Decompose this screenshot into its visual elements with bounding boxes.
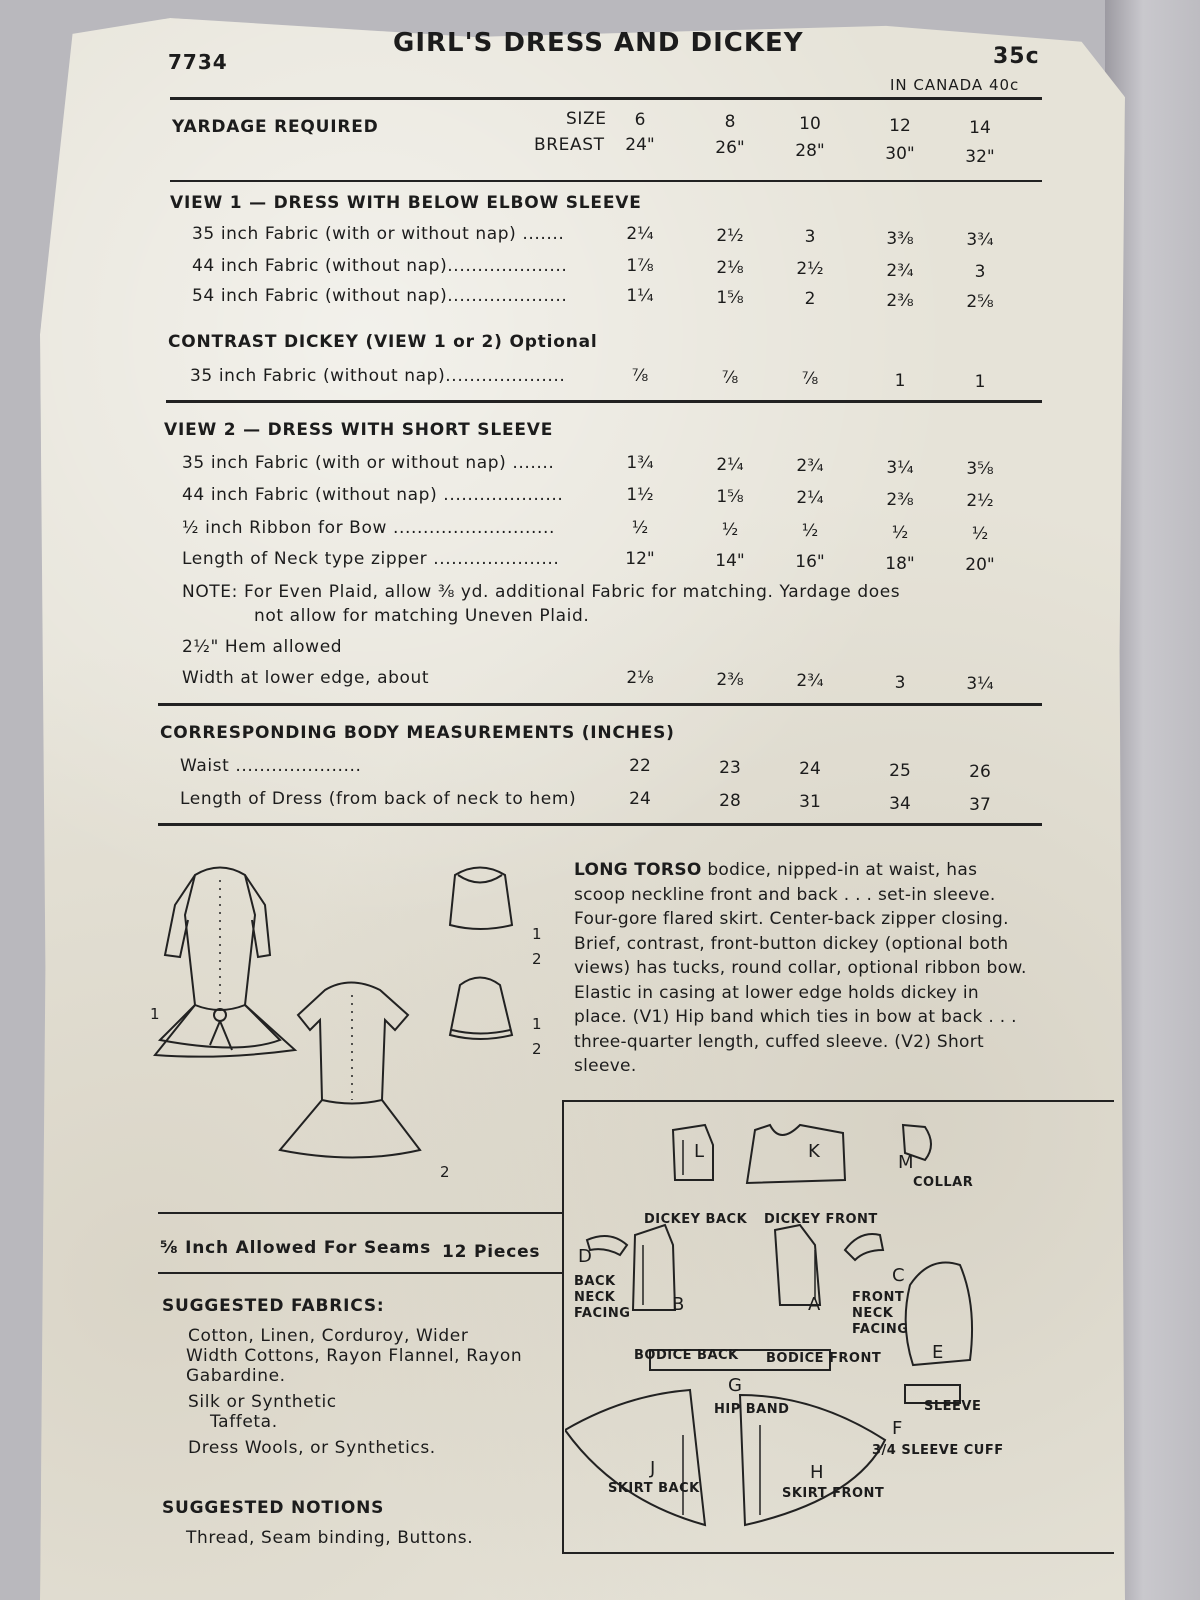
fabric-line: Width Cottons, Rayon Flannel, Rayon — [186, 1346, 523, 1366]
row-value: 37 — [969, 795, 991, 815]
fabric-line: Cotton, Linen, Corduroy, Wider — [188, 1326, 469, 1346]
row-value: 2⅜ — [886, 489, 914, 510]
row-value: ½ — [631, 518, 649, 538]
piece-name-skirt-back: SKIRT BACK — [608, 1481, 700, 1496]
row-value: 2½ — [716, 225, 744, 246]
row-value: 2⅝ — [966, 292, 994, 312]
piece-letter-j: J — [650, 1458, 656, 1479]
fabric-line: Taffeta. — [210, 1412, 278, 1432]
piece-name-front-neck-facing: FACING — [852, 1322, 909, 1337]
row-value: ½ — [891, 522, 909, 543]
row-value: 20" — [965, 555, 995, 575]
row-value: 22 — [629, 756, 651, 776]
row-value: ⅞ — [801, 369, 819, 389]
piece-letter-k: K — [808, 1141, 820, 1162]
price-canada: IN CANADA 40c — [890, 76, 1020, 94]
row-value: 3¼ — [966, 674, 994, 694]
row-value: 3¾ — [966, 230, 994, 250]
row-value: 24 — [629, 789, 651, 809]
row-value: ½ — [801, 521, 819, 541]
dickey-label: 1 — [532, 1015, 542, 1033]
seam-allowance: ⅝ Inch Allowed For Seams — [160, 1238, 432, 1258]
view1-label: 1 — [150, 1005, 160, 1023]
row-label: 54 inch Fabric (without nap).................... — [192, 286, 568, 306]
row-value: 1¾ — [626, 453, 654, 473]
dickey-label: 2 — [532, 950, 542, 968]
breast-value: 28" — [795, 141, 825, 161]
row-label: Waist ..................... — [180, 756, 362, 776]
piece-name-front-neck-facing: NECK — [852, 1306, 894, 1321]
divider — [158, 823, 1042, 826]
size-label: SIZE — [566, 109, 607, 129]
row-label: 35 inch Fabric (with or without nap) ....... — [182, 453, 555, 473]
piece-name-back-neck-facing: FACING — [574, 1306, 631, 1321]
row-value: 34 — [889, 793, 911, 814]
fabric-line: Dress Wools, or Synthetics. — [188, 1438, 436, 1458]
row-value: 3⅜ — [886, 228, 914, 249]
row-value: ½ — [971, 524, 989, 544]
notions-heading: SUGGESTED NOTIONS — [162, 1498, 385, 1518]
piece-letter-c: C — [892, 1265, 905, 1286]
row-label: ½ inch Ribbon for Bow ........................... — [182, 518, 556, 538]
notions-text: Thread, Seam binding, Buttons. — [186, 1528, 474, 1548]
row-label: 44 inch Fabric (without nap) .................... — [182, 485, 564, 505]
piece-count: 12 Pieces — [442, 1242, 541, 1262]
piece-name-skirt-front: SKIRT FRONT — [782, 1486, 885, 1501]
row-label: Width at lower edge, about — [182, 668, 430, 688]
row-value: 2¾ — [796, 671, 824, 691]
row-value: 2⅛ — [716, 257, 744, 278]
row-value: 2¼ — [796, 488, 824, 508]
divider — [158, 703, 1042, 706]
description-text: bodice, nipped-in at waist, has scoop neckline front and back . . . set-in sleeve. Four-gore flared skirt. Center-back zipper closing. Brief, contrast, front-button dickey (optional both views) has tucks, round collar, optional ribbon bow. Elastic in casing at lower edge holds dickey in place. (V1) Hip band which ties in bow at back . . . three-quarter length, cuffed sleeve. (V2) Short sleeve. — [574, 860, 1027, 1076]
piece-letter-e: E — [932, 1342, 944, 1363]
fabric-line: Silk or Synthetic — [188, 1392, 337, 1412]
row-value: 18" — [885, 553, 915, 574]
size-value: 8 — [724, 112, 736, 132]
row-value: 24 — [799, 759, 821, 779]
yardage-label: YARDAGE REQUIRED — [172, 117, 379, 137]
view2-heading: VIEW 2 — DRESS WITH SHORT SLEEVE — [164, 420, 554, 440]
row-value: ½ — [721, 519, 739, 540]
size-value: 10 — [799, 114, 821, 134]
piece-name-hip-band: HIP BAND — [714, 1402, 790, 1417]
divider — [170, 97, 1042, 100]
row-label: 35 inch Fabric (with or without nap) ....... — [192, 224, 565, 244]
row-value: 1⅞ — [626, 256, 654, 276]
dress-illustration — [140, 845, 570, 1205]
size-value: 6 — [634, 110, 646, 130]
row-label: Length of Neck type zipper ..................... — [182, 549, 560, 569]
piece-letter-a: A — [808, 1294, 821, 1315]
piece-name-sleeve-cuff: 3/4 SLEEVE CUFF — [872, 1443, 1004, 1458]
row-value: ⅞ — [631, 366, 649, 386]
note-line2: not allow for matching Uneven Plaid. — [254, 606, 590, 626]
row-value: 3⅝ — [966, 459, 994, 479]
breast-value: 30" — [885, 144, 915, 164]
piece-name-sleeve: SLEEVE — [924, 1399, 982, 1414]
row-value: 2½ — [796, 259, 824, 279]
row-value: 2⅜ — [886, 290, 914, 311]
size-value: 12 — [889, 116, 911, 136]
view2-label: 2 — [440, 1163, 450, 1181]
divider — [170, 180, 1042, 182]
row-value: 1 — [974, 372, 986, 392]
fabric-line: Gabardine. — [186, 1366, 286, 1386]
row-label: 35 inch Fabric (without nap).................... — [190, 366, 566, 386]
breast-label: BREAST — [534, 135, 605, 155]
row-value: 2¼ — [626, 224, 654, 244]
row-value: 1⅝ — [716, 486, 744, 507]
breast-value: 24" — [625, 135, 655, 155]
row-value: 28 — [719, 790, 741, 811]
divider — [166, 400, 1042, 403]
row-value: 25 — [889, 760, 911, 781]
row-value: 1 — [894, 370, 906, 391]
dickey-label: 2 — [532, 1040, 542, 1058]
row-label: Length of Dress (from back of neck to hem) — [180, 789, 577, 809]
pattern-description — [574, 858, 1034, 1079]
piece-name-back-neck-facing: BACK — [574, 1274, 616, 1289]
row-value: 16" — [795, 552, 825, 572]
row-value: 1¼ — [626, 286, 654, 306]
divider — [158, 1272, 562, 1274]
page-title: GIRL'S DRESS AND DICKEY — [393, 28, 804, 58]
row-value: 3 — [894, 672, 906, 693]
pattern-number: 7734 — [168, 50, 228, 74]
row-value: 2¾ — [886, 260, 914, 281]
row-value: 3 — [804, 227, 816, 247]
row-value: 26 — [969, 762, 991, 782]
row-value: 12" — [625, 549, 655, 569]
description-lead: LONG TORSO — [574, 860, 702, 880]
row-value: 3¼ — [886, 457, 914, 478]
piece-name-back-neck-facing: NECK — [574, 1290, 616, 1305]
piece-letter-d: D — [578, 1246, 592, 1267]
row-value: ⅞ — [721, 367, 739, 388]
piece-letter-f: F — [892, 1418, 903, 1439]
row-value: 2¾ — [796, 456, 824, 476]
breast-value: 26" — [715, 138, 745, 158]
piece-name-collar: COLLAR — [913, 1175, 974, 1190]
row-value: 1½ — [626, 485, 654, 505]
row-value: 2½ — [966, 491, 994, 511]
row-value: 31 — [799, 792, 821, 812]
divider — [158, 1212, 562, 1214]
row-value: 2⅜ — [716, 669, 744, 690]
note-line1: NOTE: For Even Plaid, allow ⅜ yd. additional Fabric for matching. Yardage does — [182, 582, 901, 602]
breast-value: 32" — [965, 147, 995, 167]
row-value: 23 — [719, 757, 741, 778]
piece-letter-l: L — [694, 1141, 705, 1162]
hem-note: 2½" Hem allowed — [182, 637, 343, 657]
piece-letter-b: B — [672, 1294, 685, 1315]
row-label: 44 inch Fabric (without nap).................... — [192, 256, 568, 276]
row-value: 1⅝ — [716, 287, 744, 308]
piece-name-dickey-front: DICKEY FRONT — [764, 1212, 878, 1227]
piece-letter-g: G — [728, 1375, 742, 1396]
price: 35c — [993, 44, 1040, 69]
piece-name-front-neck-facing: FRONT — [852, 1290, 905, 1305]
dickey-label: 1 — [532, 925, 542, 943]
piece-letter-h: H — [810, 1462, 824, 1483]
row-value: 2⅛ — [626, 668, 654, 688]
row-value: 14" — [715, 550, 745, 571]
piece-name-bodice-front: BODICE FRONT — [766, 1351, 882, 1366]
row-value: 2¼ — [716, 454, 744, 475]
contrast-heading: CONTRAST DICKEY (VIEW 1 or 2) Optional — [168, 332, 598, 352]
view1-heading: VIEW 1 — DRESS WITH BELOW ELBOW SLEEVE — [170, 193, 642, 213]
piece-letter-m: M — [898, 1152, 914, 1173]
body-heading: CORRESPONDING BODY MEASUREMENTS (INCHES) — [160, 723, 675, 743]
size-value: 14 — [969, 118, 991, 138]
piece-name-bodice-back: BODICE BACK — [634, 1348, 739, 1363]
row-value: 3 — [974, 262, 986, 282]
fabrics-heading: SUGGESTED FABRICS: — [162, 1296, 385, 1316]
row-value: 2 — [804, 289, 816, 309]
piece-name-dickey-back: DICKEY BACK — [644, 1212, 748, 1227]
